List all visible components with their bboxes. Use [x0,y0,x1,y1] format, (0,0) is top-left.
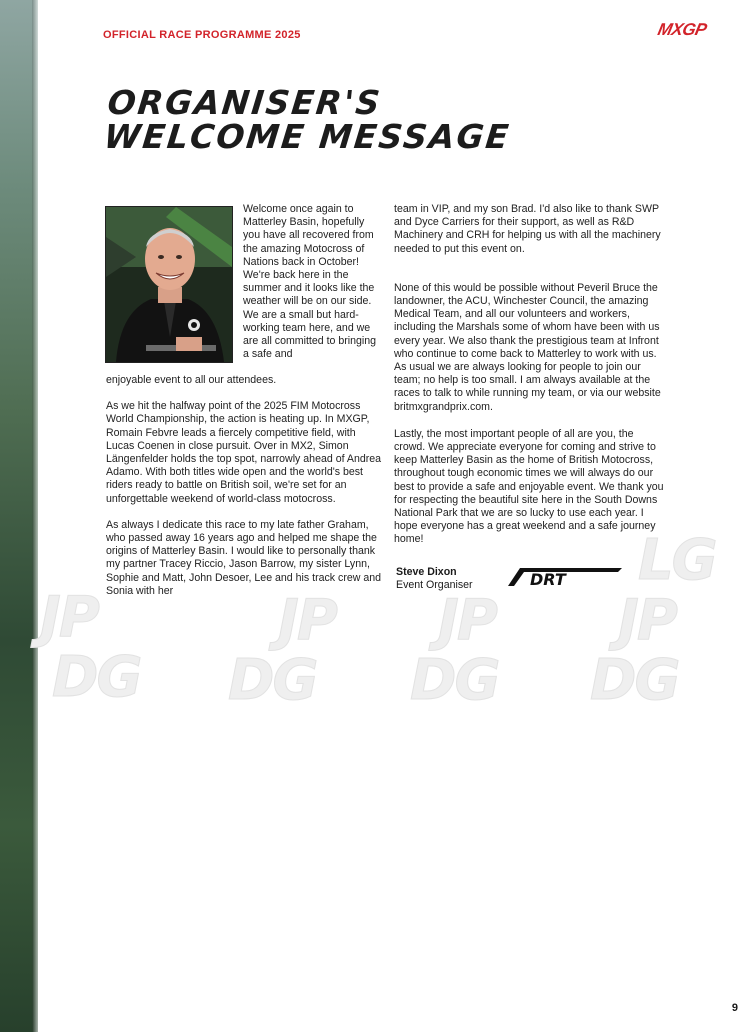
signature-lettering: DRT [530,570,566,588]
organiser-photo [105,206,233,363]
adjacent-page-photo-edge [0,0,38,1032]
magazine-page [38,0,750,1032]
watermark-jp: JP [40,585,98,650]
page-number: 9 [731,1002,738,1014]
thanks-paragraph: team in VIP, and my son Brad. I'd also like to thank SWP and Dyce Carriers for their support, as well as R&D Machinery and CRH for helping us with all the machinery needed to put this event on. [394,203,661,255]
intro-wrapped-paragraph: Welcome once again to Matterley Basin, hopefully you have all recovered from the amazing Motocross of Nations back in October! We're back here in the summer and it looks like the weather will be on our side. We are a small but hard-working team here, and we are all committed to bringing a safe and [243,203,377,361]
portrait-illustration [106,207,232,362]
partners-paragraph: None of this would be possible without Peveril Bruce the landowner, the ACU, Winchester Council, the amazing Medical Team, and all our volunteers and workers, including the Marshals some of whom have been with us every year. We also thank the prestigious team at Infront who continue to come back to Matterley to work with us. As usual we are always looking for people to join our team; no help is too small. I am always available at the races to talk to while running my team, or via our website britmxgrandprix.com. [394,281,661,413]
signature-mark [506,566,624,588]
watermark-lg: LG [638,528,716,593]
watermark-dg: DG [52,645,141,710]
signature [506,566,624,593]
right-column [394,203,664,560]
watermark-jp: JP [438,588,496,653]
left-column [106,374,386,611]
title-line-2: WELCOME MESSAGE [102,117,513,156]
intro-paragraph-tail: enjoyable event to all our attendees. [106,374,277,386]
watermark-dg: DG [590,648,679,713]
watermark-dg: DG [228,648,317,713]
watermark-dg: DG [410,648,499,713]
title-line-1: ORGANISER'S [105,83,384,122]
championship-paragraph: As we hit the halfway point of the 2025 FIM Motocross World Championship, the action is heating up. In MXGP, Romain Febvre leads a fiercely competitive field, with Lucas Coenen in close pursuit. Over in MX2, Simon Längenfelder holds the top spot, narrowly ahead of Andrea Adamo. With both titles wide open and the world's best riders ready to battle on British soil, we're set for an unforgettable weekend of world-class motocross. [106,400,382,505]
organiser-role: Event Organiser [396,579,473,591]
signoff-block [396,566,473,592]
organiser-name: Steve Dixon [396,566,457,578]
watermark-jp: JP [618,588,676,653]
watermark-jp: JP [278,588,336,653]
crowd-paragraph: Lastly, the most important people of all are you, the crowd. We appreciate everyone for coming and strive to keep Matterley Basin as the home of British Motocross, throughout tough economic times we will always do our best to provide a safe and enjoyable event. We thank you for respecting the beautiful site here in the South Downs National Park that we are so lucky to use each year. I hope everyone has a great weekend and a safe journey home! [394,427,664,546]
page-title [102,83,515,156]
programme-label: OFFICIAL RACE PROGRAMME 2025 [103,29,301,41]
dedication-paragraph: As always I dedicate this race to my late father Graham, who passed away 16 years ago and helped me shape the origins of Matterley Basin. I would like to personally thank my partner Tracey Riccio, Jason Barrow, my sister Lynn, Sophie and Matt, John Desoer, Lee and his track crew and Sonia with her [106,518,382,597]
mxgp-logo: MXGP [656,20,709,39]
